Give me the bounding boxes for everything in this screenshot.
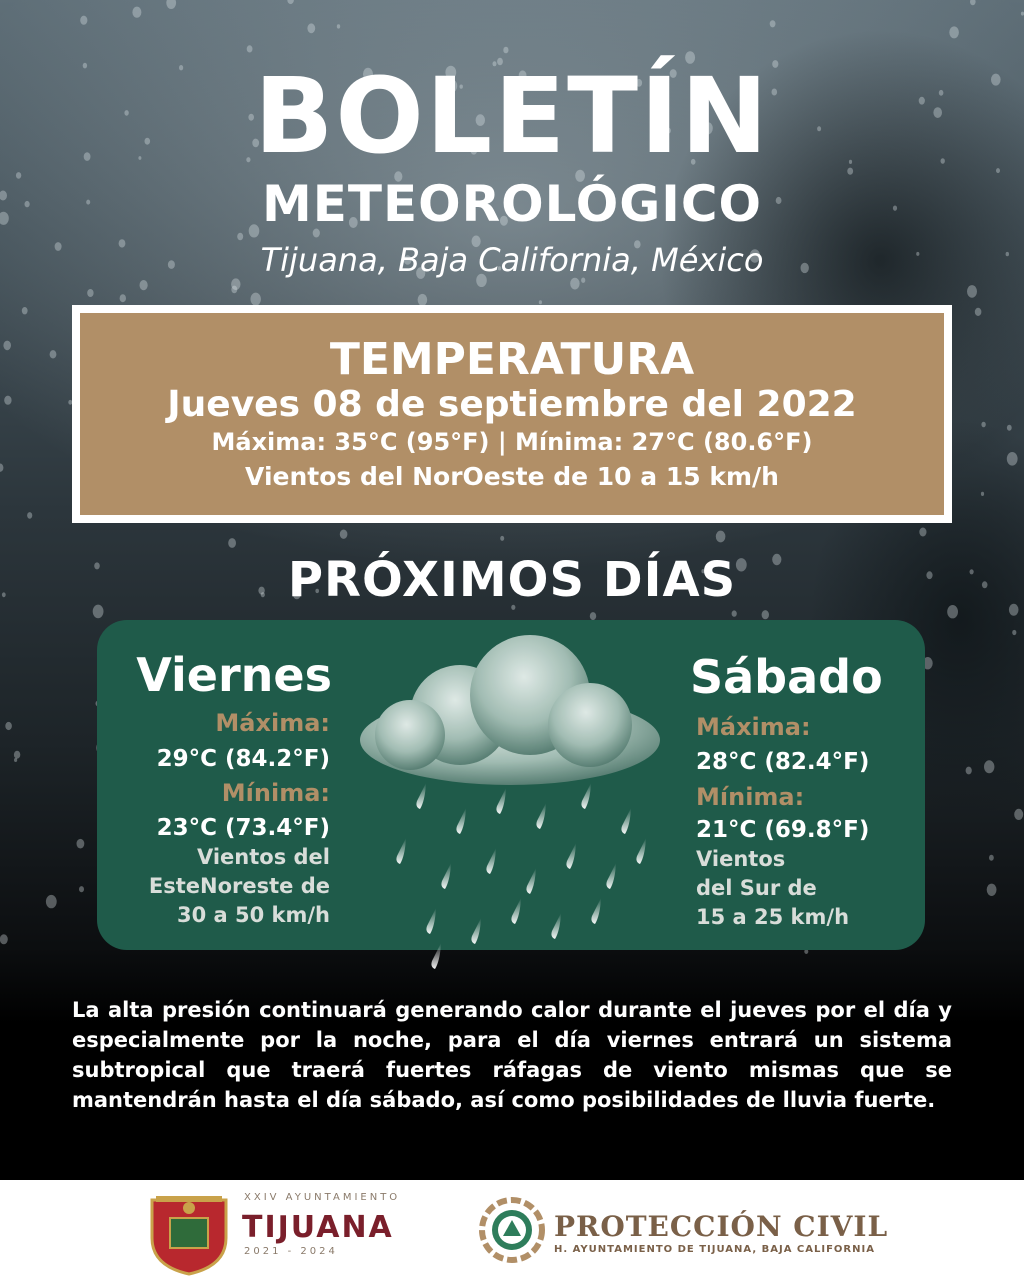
rain-drop [989,855,994,861]
rain-streak [551,913,561,939]
today-temperature-box [72,305,952,523]
friday-min-value: 23°C (73.4°F) [156,815,330,841]
rain-streak [431,943,441,969]
rain-streak [636,838,646,864]
rain-streak [621,808,631,834]
rain-drop [967,285,977,298]
rain-drop [22,307,28,314]
rain-streak [456,808,466,834]
rain-drop [79,886,84,892]
municipal-top-line: XXIV AYUNTAMIENTO [244,1192,401,1203]
rain-drop [762,610,769,619]
rain-drop [732,610,737,616]
rain-drop [80,16,87,25]
rain-drop [337,24,340,28]
rain-streak [566,843,576,869]
rain-drop [984,760,994,773]
today-max-min: Máxima: 35°C (95°F) | Mínima: 27°C (80.6°F) [211,428,813,456]
rain-drop [919,528,926,537]
rain-streak [581,783,591,809]
rain-drop [1012,630,1016,635]
rain-streak [526,868,536,894]
rain-drop [87,289,93,297]
rain-drop [231,286,237,294]
bulletin-title: BOLETÍN [254,55,770,177]
proteccion-civil-name: PROTECCIÓN CIVIL [554,1210,889,1243]
rain-drop [949,26,959,38]
rain-drop [14,758,17,762]
saturday-min-label: Mínima: [696,783,805,811]
rain-streak [441,863,451,889]
friday-wind-line-3: 30 a 50 km/h [176,903,330,927]
rain-drop [975,308,982,316]
rain-streak [471,918,481,944]
saturday-max-label: Máxima: [696,713,811,741]
rain-drop [3,341,11,351]
footer-logos [0,1180,1024,1280]
today-wind: Vientos del NorOeste de 10 a 15 km/h [245,462,779,491]
rain-drop [340,530,348,539]
saturday-max-value: 28°C (82.4°F) [696,749,870,775]
rain-drop [120,294,126,302]
upcoming-heading: PRÓXIMOS DÍAS [287,552,737,608]
rain-drop [981,492,984,496]
rain-drop [228,538,236,548]
rain-drop [716,531,726,543]
rain-drop [50,350,57,358]
rain-streak [486,848,496,874]
rain-streak [606,863,616,889]
rain-streak [416,783,426,809]
friday-wind-line-2: EsteNoreste de [148,874,330,898]
rain-drop [307,23,315,33]
rain-drop [987,884,997,896]
bulletin-location: Tijuana, Baja California, México [260,241,764,279]
rain-drop [4,396,11,405]
rain-drop [140,280,148,290]
rain-streak [496,788,506,814]
rain-drop [981,422,985,428]
rain-drop [770,20,776,27]
friday-min-label: Mínima: [221,779,330,807]
rain-cloud-icon [340,630,680,975]
saturday-min-value: 21°C (69.8°F) [696,817,870,843]
rain-drop [966,767,972,775]
today-heading: TEMPERATURA [329,334,695,385]
municipal-name: TIJUANA [242,1210,394,1245]
rain-drop [1007,425,1012,431]
rain-drop [247,45,253,52]
rain-streak [426,908,436,934]
friday-day-name: Viernes [136,648,332,702]
saturday-wind-line-3: 15 a 25 km/h [696,905,850,929]
saturday-wind-line-1: Vientos [696,847,786,871]
rain-streak [591,898,601,924]
municipal-years: 2021 - 2024 [244,1246,338,1257]
rain-drop [46,895,57,908]
rain-drop [503,47,508,54]
rain-drop [14,751,20,759]
saturday-wind-line-2: del Sur de [696,876,817,900]
rain-drop [1007,452,1018,466]
rain-streak [511,898,521,924]
rain-drop [590,612,596,620]
today-date: Jueves 08 de septiembre del 2022 [167,384,857,425]
rain-drop [251,293,261,306]
forecast-summary: La alta presión continuará generando calor durante el jueves por el día y especialmente por la noche, para el día viernes entrará un sistema subtropical que traerá fuertes ráfagas de viento mismas que se mantendrán hasta el día sábado, así como posibilidades de lluvia fuerte. [72,998,952,1112]
rain-drop [0,934,8,944]
rain-streak [536,803,546,829]
today-temperature-panel [80,313,944,515]
rain-drop [77,839,85,849]
rain-drop [1014,809,1023,820]
bulletin-subtitle: METEOROLÓGICO [261,175,763,233]
proteccion-civil-emblem [478,1196,546,1264]
tijuana-coat-of-arms [144,1188,234,1276]
proteccion-civil-subtitle: H. AYUNTAMIENTO DE TIJUANA, BAJA CALIFORNIA [554,1244,875,1255]
rain-streak [396,838,406,864]
friday-max-value: 29°C (84.2°F) [156,746,330,772]
rain-drop [539,300,542,304]
friday-wind-line-1: Vientos del [196,845,330,869]
rain-drop [500,536,504,541]
rain-drop [27,512,32,519]
rain-drop [5,722,12,730]
rain-drop [132,7,141,18]
friday-max-label: Máxima: [215,709,330,737]
saturday-day-name: Sábado [690,650,883,704]
